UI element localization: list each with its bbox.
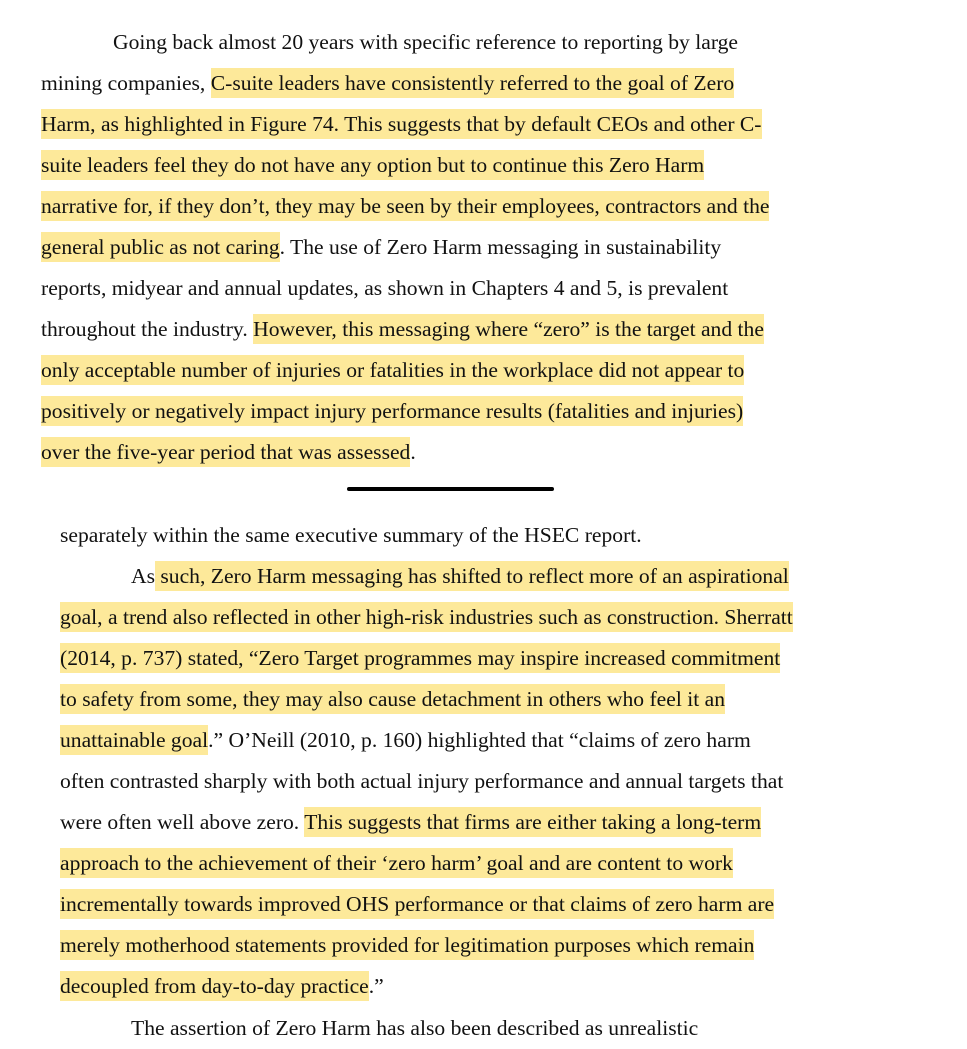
plain-text: .” <box>368 974 384 998</box>
highlighted-text: This suggests that firms are either taking a long-term <box>304 807 761 837</box>
highlighted-text: general public as not caring <box>41 232 280 262</box>
highlighted-text: unattainable goal <box>60 725 208 755</box>
highlighted-text: narrative for, if they don’t, they may be seen by their employees, contractors and the <box>41 191 769 221</box>
highlighted-text: decoupled from day-to-day practice <box>60 971 369 1001</box>
text-line <box>60 843 733 884</box>
plain-text: were often well above zero. <box>60 810 305 834</box>
highlighted-text: over the five-year period that was assessed <box>41 437 410 467</box>
highlighted-text: such, Zero Harm messaging has shifted to reflect more of an aspirational <box>155 561 789 591</box>
text-line <box>41 186 769 227</box>
plain-text: .” O’Neill (2010, p. 160) highlighted that “claims of zero harm <box>208 728 751 752</box>
highlighted-text: C-suite leaders have consistently referred to the goal of Zero <box>211 68 734 98</box>
plain-text: mining companies, <box>41 71 211 95</box>
plain-text: throughout the industry. <box>41 317 254 341</box>
highlighted-text: positively or negatively impact injury performance results (fatalities and injuries) <box>41 396 743 426</box>
highlighted-text: only acceptable number of injuries or fatalities in the workplace did not appear to <box>41 355 744 385</box>
highlighted-text: approach to the achievement of their ‘zero harm’ goal and are content to work <box>60 848 733 878</box>
plain-text: reports, midyear and annual updates, as shown in Chapters 4 and 5, is prevalent <box>41 276 729 300</box>
text-line <box>41 268 728 309</box>
plain-text: often contrasted sharply with both actual injury performance and annual targets that <box>60 769 784 793</box>
plain-text: . <box>410 440 416 464</box>
text-line <box>60 638 780 679</box>
plain-text: . The use of Zero Harm messaging in sustainability <box>279 235 722 259</box>
text-line <box>60 761 783 802</box>
highlighted-text: suite leaders feel they do not have any option but to continue this Zero Harm <box>41 150 704 180</box>
cut-off-line-bottom <box>60 1012 940 1040</box>
text-line <box>41 309 764 350</box>
text-line <box>41 432 416 473</box>
highlighted-text: merely motherhood statements provided for legitimation purposes which remain <box>60 930 754 960</box>
highlighted-text: (2014, p. 737) stated, “Zero Target programmes may inspire increased commitment <box>60 643 780 673</box>
highlighted-text: incrementally towards improved OHS performance or that claims of zero harm are <box>60 889 774 919</box>
cut-off-line-top <box>60 523 940 547</box>
text-line <box>60 720 751 761</box>
text-line <box>60 925 754 966</box>
text-line <box>41 145 704 186</box>
text-line <box>113 22 738 63</box>
text-line <box>131 556 789 597</box>
text-line <box>60 679 725 720</box>
plain-text: Going back almost 20 years with specific reference to reporting by large <box>113 30 738 54</box>
text-line <box>60 884 774 925</box>
text-line <box>60 597 793 638</box>
text-line <box>41 350 744 391</box>
text-line <box>60 802 761 843</box>
highlighted-text: to safety from some, they may also cause detachment in others who feel it an <box>60 684 725 714</box>
plain-text: As <box>131 564 155 588</box>
text-line <box>41 104 762 145</box>
cut-off-text: The assertion of Zero Harm has also been described as unrealistic <box>131 1016 699 1040</box>
highlighted-text: Harm, as highlighted in Figure 74. This suggests that by default CEOs and other C- <box>41 109 762 139</box>
text-line <box>41 391 743 432</box>
page-divider <box>347 487 554 491</box>
highlighted-text: However, this messaging where “zero” is the target and the <box>253 314 764 344</box>
cut-off-text: separately within the same executive summary of the HSEC report. <box>60 523 642 547</box>
text-line <box>41 227 721 268</box>
text-line <box>41 63 734 104</box>
text-line <box>60 966 384 1007</box>
highlighted-text: goal, a trend also reflected in other high-risk industries such as construction. Sherratt <box>60 602 793 632</box>
